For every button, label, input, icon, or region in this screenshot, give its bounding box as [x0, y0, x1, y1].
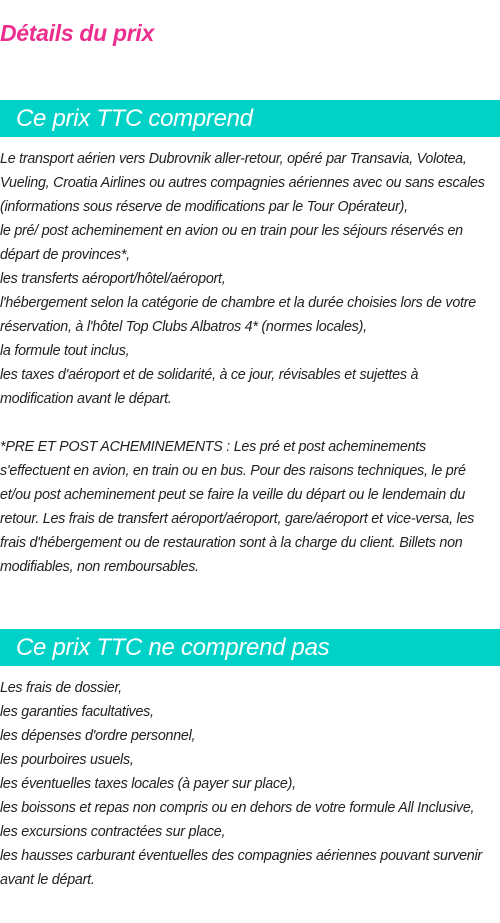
included-line: Le transport aérien vers Dubrovnik aller-retour, opéré par Transavia, Volotea,	[0, 151, 467, 167]
note-line: modifiables, non remboursables.	[0, 559, 199, 575]
included-line: l'hébergement selon la catégorie de chambre et la durée choisies lors de votre	[0, 295, 476, 311]
included-line: Vueling, Croatia Airlines ou autres compagnies aériennes avec ou sans escales	[0, 175, 485, 191]
page-title: Détails du prix	[0, 20, 154, 46]
included-list	[0, 147, 500, 411]
excluded-line: les pourboires usuels,	[0, 752, 134, 768]
included-line: réservation, à l'hôtel Top Clubs Albatros 4* (normes locales),	[0, 319, 367, 335]
excluded-line: avant le départ.	[0, 872, 95, 888]
excluded-section-heading: Ce prix TTC ne comprend pas	[0, 629, 500, 666]
included-line: le pré/ post acheminement en avion ou en train pour les séjours réservés en	[0, 223, 463, 239]
included-line: départ de provinces*,	[0, 247, 130, 263]
note-line: et/ou post acheminement peut se faire la veille du départ ou le lendemain du	[0, 487, 466, 503]
excluded-list	[0, 676, 500, 892]
excluded-line: les hausses carburant éventuelles des compagnies aériennes pouvant survenir	[0, 848, 482, 864]
excluded-line: les garanties facultatives,	[0, 704, 154, 720]
excluded-line: les boissons et repas non compris ou en dehors de votre formule All Inclusive,	[0, 800, 475, 816]
included-line: les taxes d'aéroport et de solidarité, à ce jour, révisables et sujettes à	[0, 367, 419, 383]
excluded-line: les excursions contractées sur place,	[0, 824, 226, 840]
included-line: modification avant le départ.	[0, 391, 172, 407]
included-line: la formule tout inclus,	[0, 343, 130, 359]
excluded-line: les dépenses d'ordre personnel,	[0, 728, 196, 744]
note-line: *PRE ET POST ACHEMINEMENTS : Les pré et post acheminements	[0, 439, 426, 455]
note-line: frais d'hébergement ou de restauration sont à la charge du client. Billets non	[0, 535, 463, 551]
excluded-line: les éventuelles taxes locales (à payer sur place),	[0, 776, 296, 792]
note-line: s'effectuent en avion, en train ou en bus. Pour des raisons techniques, le pré	[0, 463, 466, 479]
included-section-heading: Ce prix TTC comprend	[0, 100, 500, 137]
included-line: (informations sous réserve de modifications par le Tour Opérateur),	[0, 199, 408, 215]
included-line: les transferts aéroport/hôtel/aéroport,	[0, 271, 226, 287]
excluded-line: Les frais de dossier,	[0, 680, 122, 696]
acheminement-note	[0, 435, 500, 579]
note-line: retour. Les frais de transfert aéroport/aéroport, gare/aéroport et vice-versa, les	[0, 511, 475, 527]
